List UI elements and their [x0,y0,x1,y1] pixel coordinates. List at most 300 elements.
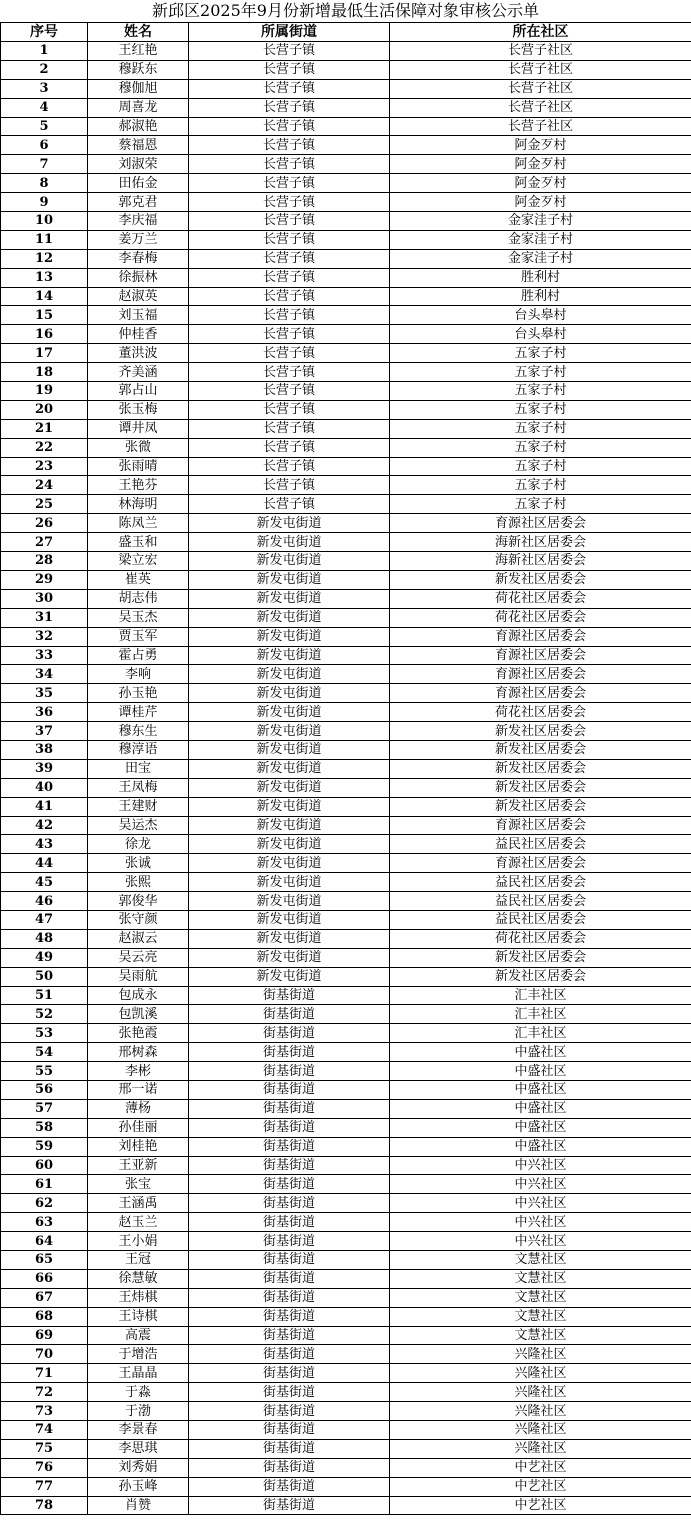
street-cell: 长营子镇 [189,268,390,287]
street-cell: 新发屯街道 [189,722,390,741]
table-row [1,608,691,627]
street-cell: 新发屯街道 [189,835,390,854]
name-cell: 徐龙 [88,835,189,854]
name-cell: 王凤梅 [88,778,189,797]
header-name: 姓名 [88,23,189,42]
street-cell: 街基街道 [189,1364,390,1383]
community-cell: 中兴社区 [390,1194,691,1213]
serial-cell: 3 [1,79,88,98]
community-cell: 阿金歹村 [390,174,691,193]
table-row [1,344,691,363]
street-cell: 街基街道 [189,1307,390,1326]
street-cell: 街基街道 [189,1345,390,1364]
serial-cell: 67 [1,1288,88,1307]
table-row [1,1118,691,1137]
community-cell: 文慧社区 [390,1326,691,1345]
name-cell: 穆东生 [88,722,189,741]
street-cell: 街基街道 [189,1439,390,1458]
name-cell: 蔡福恩 [88,136,189,155]
name-cell: 李思琪 [88,1439,189,1458]
community-cell: 文慧社区 [390,1251,691,1270]
name-cell: 于渤 [88,1402,189,1421]
table-row [1,1232,691,1251]
serial-cell: 31 [1,608,88,627]
community-cell: 新发社区居委会 [390,570,691,589]
table-row [1,1043,691,1062]
street-cell: 新发屯街道 [189,589,390,608]
community-cell: 金家洼子村 [390,212,691,231]
community-cell: 长营子社区 [390,98,691,117]
serial-cell: 36 [1,703,88,722]
name-cell: 张宝 [88,1175,189,1194]
serial-cell: 41 [1,797,88,816]
serial-cell: 12 [1,249,88,268]
name-cell: 齐美涵 [88,363,189,382]
name-cell: 穆伽旭 [88,79,189,98]
street-cell: 长营子镇 [189,42,390,61]
serial-cell: 44 [1,854,88,873]
serial-cell: 13 [1,268,88,287]
name-cell: 吴云亮 [88,948,189,967]
table-row [1,589,691,608]
street-cell: 新发屯街道 [189,570,390,589]
table-row [1,193,691,212]
table-row [1,986,691,1005]
street-cell: 新发屯街道 [189,910,390,929]
name-cell: 梁立宏 [88,552,189,571]
community-cell: 五家子村 [390,495,691,514]
serial-cell: 57 [1,1099,88,1118]
serial-cell: 30 [1,589,88,608]
serial-cell: 53 [1,1024,88,1043]
name-cell: 王诗棋 [88,1307,189,1326]
community-cell: 阿金歹村 [390,155,691,174]
street-cell: 新发屯街道 [189,778,390,797]
name-cell: 邢树森 [88,1043,189,1062]
street-cell: 街基街道 [189,1402,390,1421]
street-cell: 街基街道 [189,1288,390,1307]
street-cell: 新发屯街道 [189,514,390,533]
street-cell: 长营子镇 [189,136,390,155]
table-row [1,438,691,457]
serial-cell: 45 [1,873,88,892]
name-cell: 包成永 [88,986,189,1005]
street-cell: 长营子镇 [189,457,390,476]
community-cell: 五家子村 [390,400,691,419]
serial-cell: 26 [1,514,88,533]
name-cell: 王小娟 [88,1232,189,1251]
serial-cell: 43 [1,835,88,854]
street-cell: 新发屯街道 [189,533,390,552]
street-cell: 长营子镇 [189,400,390,419]
serial-cell: 77 [1,1477,88,1496]
community-cell: 文慧社区 [390,1288,691,1307]
table-row [1,1099,691,1118]
serial-cell: 22 [1,438,88,457]
street-cell: 新发屯街道 [189,627,390,646]
serial-cell: 65 [1,1251,88,1270]
street-cell: 长营子镇 [189,363,390,382]
name-cell: 谭桂芹 [88,703,189,722]
table-row [1,249,691,268]
table-row [1,854,691,873]
serial-cell: 42 [1,816,88,835]
table-row [1,60,691,79]
table-row [1,570,691,589]
table-row [1,382,691,401]
header-community: 所在社区 [390,23,691,42]
serial-cell: 60 [1,1156,88,1175]
name-cell: 李春梅 [88,249,189,268]
street-cell: 新发屯街道 [189,929,390,948]
table-row [1,759,691,778]
name-cell: 周喜龙 [88,98,189,117]
name-cell: 王建财 [88,797,189,816]
community-cell: 五家子村 [390,419,691,438]
table-row [1,684,691,703]
community-cell: 新发社区居委会 [390,967,691,986]
street-cell: 长营子镇 [189,325,390,344]
street-cell: 新发屯街道 [189,703,390,722]
table-row [1,1421,691,1440]
table-row [1,533,691,552]
table-row [1,136,691,155]
community-cell: 益民社区居委会 [390,835,691,854]
table-row [1,1345,691,1364]
street-cell: 街基街道 [189,1194,390,1213]
street-cell: 长营子镇 [189,193,390,212]
community-cell: 荷花社区居委会 [390,703,691,722]
community-cell: 中兴社区 [390,1213,691,1232]
community-cell: 荷花社区居委会 [390,608,691,627]
street-cell: 新发屯街道 [189,892,390,911]
table-row [1,400,691,419]
street-cell: 街基街道 [189,986,390,1005]
serial-cell: 2 [1,60,88,79]
name-cell: 孙玉峰 [88,1477,189,1496]
serial-cell: 7 [1,155,88,174]
name-cell: 郝淑艳 [88,117,189,136]
serial-cell: 34 [1,665,88,684]
street-cell: 街基街道 [189,1080,390,1099]
name-cell: 姜万兰 [88,230,189,249]
street-cell: 街基街道 [189,1458,390,1477]
name-cell: 王冠 [88,1251,189,1270]
name-cell: 王艳芬 [88,476,189,495]
table-row [1,1175,691,1194]
table-row [1,287,691,306]
street-cell: 长营子镇 [189,476,390,495]
table-row [1,722,691,741]
community-cell: 中盛社区 [390,1118,691,1137]
table-row [1,835,691,854]
table-row [1,1194,691,1213]
name-cell: 陈凤兰 [88,514,189,533]
name-cell: 郭俊华 [88,892,189,911]
table-row [1,873,691,892]
name-cell: 刘玉福 [88,306,189,325]
name-cell: 赵淑英 [88,287,189,306]
community-cell: 文慧社区 [390,1307,691,1326]
street-cell: 街基街道 [189,1251,390,1270]
community-cell: 育源社区居委会 [390,627,691,646]
table-row [1,892,691,911]
table-row [1,457,691,476]
community-cell: 文慧社区 [390,1269,691,1288]
street-cell: 长营子镇 [189,344,390,363]
table-row [1,514,691,533]
table-row [1,1402,691,1421]
street-cell: 长营子镇 [189,249,390,268]
community-cell: 金家洼子村 [390,230,691,249]
serial-cell: 38 [1,740,88,759]
serial-cell: 54 [1,1043,88,1062]
data-table [0,22,691,1515]
table-row [1,1439,691,1458]
serial-cell: 35 [1,684,88,703]
serial-cell: 50 [1,967,88,986]
table-row [1,740,691,759]
table-row [1,476,691,495]
street-cell: 街基街道 [189,1383,390,1402]
serial-cell: 23 [1,457,88,476]
street-cell: 新发屯街道 [189,873,390,892]
name-cell: 张守颜 [88,910,189,929]
serial-cell: 10 [1,212,88,231]
name-cell: 李响 [88,665,189,684]
street-cell: 新发屯街道 [189,948,390,967]
community-cell: 中盛社区 [390,1099,691,1118]
table-row [1,79,691,98]
serial-cell: 14 [1,287,88,306]
table-row [1,665,691,684]
community-cell: 中兴社区 [390,1156,691,1175]
street-cell: 新发屯街道 [189,967,390,986]
community-cell: 海新社区居委会 [390,533,691,552]
serial-cell: 6 [1,136,88,155]
name-cell: 高震 [88,1326,189,1345]
street-cell: 街基街道 [189,1326,390,1345]
table-row [1,325,691,344]
name-cell: 田宝 [88,759,189,778]
serial-cell: 68 [1,1307,88,1326]
community-cell: 胜利村 [390,268,691,287]
community-cell: 育源社区居委会 [390,665,691,684]
table-row [1,174,691,193]
name-cell: 徐慧敏 [88,1269,189,1288]
serial-cell: 5 [1,117,88,136]
serial-cell: 39 [1,759,88,778]
street-cell: 街基街道 [189,1269,390,1288]
community-cell: 兴隆社区 [390,1364,691,1383]
community-cell: 五家子村 [390,438,691,457]
street-cell: 长营子镇 [189,438,390,457]
community-cell: 长营子社区 [390,60,691,79]
table-row [1,42,691,61]
community-cell: 兴隆社区 [390,1345,691,1364]
serial-cell: 72 [1,1383,88,1402]
street-cell: 街基街道 [189,1005,390,1024]
name-cell: 赵玉兰 [88,1213,189,1232]
name-cell: 盛玉和 [88,533,189,552]
community-cell: 育源社区居委会 [390,514,691,533]
serial-cell: 52 [1,1005,88,1024]
name-cell: 王亚新 [88,1156,189,1175]
community-cell: 新发社区居委会 [390,722,691,741]
name-cell: 孙佳丽 [88,1118,189,1137]
community-cell: 长营子社区 [390,42,691,61]
name-cell: 张诚 [88,854,189,873]
street-cell: 新发屯街道 [189,646,390,665]
serial-cell: 40 [1,778,88,797]
street-cell: 新发屯街道 [189,797,390,816]
table-row [1,419,691,438]
name-cell: 郭克君 [88,193,189,212]
community-cell: 五家子村 [390,457,691,476]
serial-cell: 28 [1,552,88,571]
community-cell: 台头皋村 [390,325,691,344]
community-cell: 兴隆社区 [390,1421,691,1440]
serial-cell: 66 [1,1269,88,1288]
street-cell: 新发屯街道 [189,740,390,759]
name-cell: 王红艳 [88,42,189,61]
name-cell: 张艳霞 [88,1024,189,1043]
street-cell: 长营子镇 [189,212,390,231]
table-row [1,646,691,665]
street-cell: 街基街道 [189,1043,390,1062]
table-row [1,1024,691,1043]
street-cell: 街基街道 [189,1421,390,1440]
serial-cell: 78 [1,1496,88,1515]
community-cell: 益民社区居委会 [390,892,691,911]
community-cell: 金家洼子村 [390,249,691,268]
community-cell: 兴隆社区 [390,1439,691,1458]
table-row [1,1288,691,1307]
table-row [1,1269,691,1288]
serial-cell: 48 [1,929,88,948]
street-cell: 新发屯街道 [189,759,390,778]
serial-cell: 56 [1,1080,88,1099]
table-row [1,967,691,986]
name-cell: 孙玉艳 [88,684,189,703]
name-cell: 王涵禹 [88,1194,189,1213]
community-cell: 中兴社区 [390,1175,691,1194]
serial-cell: 33 [1,646,88,665]
serial-cell: 15 [1,306,88,325]
community-cell: 育源社区居委会 [390,816,691,835]
serial-cell: 19 [1,382,88,401]
name-cell: 田佑金 [88,174,189,193]
community-cell: 中兴社区 [390,1232,691,1251]
street-cell: 街基街道 [189,1118,390,1137]
street-cell: 新发屯街道 [189,854,390,873]
serial-cell: 76 [1,1458,88,1477]
street-cell: 长营子镇 [189,495,390,514]
table-row [1,1062,691,1081]
serial-cell: 51 [1,986,88,1005]
community-cell: 益民社区居委会 [390,910,691,929]
name-cell: 吴运杰 [88,816,189,835]
street-cell: 长营子镇 [189,117,390,136]
community-cell: 荷花社区居委会 [390,589,691,608]
table-row [1,495,691,514]
serial-cell: 74 [1,1421,88,1440]
serial-cell: 46 [1,892,88,911]
community-cell: 新发社区居委会 [390,778,691,797]
table-row [1,816,691,835]
table-row [1,1251,691,1270]
serial-cell: 27 [1,533,88,552]
community-cell: 海新社区居委会 [390,552,691,571]
table-row [1,212,691,231]
community-cell: 五家子村 [390,344,691,363]
serial-cell: 25 [1,495,88,514]
table-row [1,1326,691,1345]
serial-cell: 20 [1,400,88,419]
community-cell: 阿金歹村 [390,193,691,212]
table-row [1,703,691,722]
name-cell: 穆淳语 [88,740,189,759]
table-row [1,230,691,249]
serial-cell: 47 [1,910,88,929]
serial-cell: 29 [1,570,88,589]
serial-cell: 17 [1,344,88,363]
table-row [1,1307,691,1326]
name-cell: 王晶晶 [88,1364,189,1383]
table-row [1,155,691,174]
serial-cell: 18 [1,363,88,382]
serial-cell: 4 [1,98,88,117]
serial-cell: 11 [1,230,88,249]
table-row [1,363,691,382]
community-cell: 中盛社区 [390,1137,691,1156]
street-cell: 新发屯街道 [189,552,390,571]
serial-cell: 62 [1,1194,88,1213]
community-cell: 五家子村 [390,363,691,382]
name-cell: 刘淑荣 [88,155,189,174]
street-cell: 街基街道 [189,1496,390,1515]
community-cell: 新发社区居委会 [390,948,691,967]
name-cell: 穆跃东 [88,60,189,79]
name-cell: 徐振林 [88,268,189,287]
name-cell: 贾玉军 [88,627,189,646]
name-cell: 崔英 [88,570,189,589]
table-row [1,948,691,967]
name-cell: 刘秀娟 [88,1458,189,1477]
community-cell: 新发社区居委会 [390,740,691,759]
serial-cell: 71 [1,1364,88,1383]
serial-cell: 64 [1,1232,88,1251]
street-cell: 街基街道 [189,1099,390,1118]
table-row [1,552,691,571]
street-cell: 新发屯街道 [189,608,390,627]
community-cell: 兴隆社区 [390,1383,691,1402]
community-cell: 中盛社区 [390,1062,691,1081]
community-cell: 胜利村 [390,287,691,306]
table-row [1,1364,691,1383]
serial-cell: 75 [1,1439,88,1458]
name-cell: 霍占勇 [88,646,189,665]
community-cell: 中盛社区 [390,1043,691,1062]
street-cell: 长营子镇 [189,79,390,98]
name-cell: 谭井凤 [88,419,189,438]
table-row [1,1383,691,1402]
name-cell: 张玉梅 [88,400,189,419]
community-cell: 新发社区居委会 [390,797,691,816]
table-row [1,1005,691,1024]
name-cell: 仲桂香 [88,325,189,344]
table-header-row [1,23,691,42]
